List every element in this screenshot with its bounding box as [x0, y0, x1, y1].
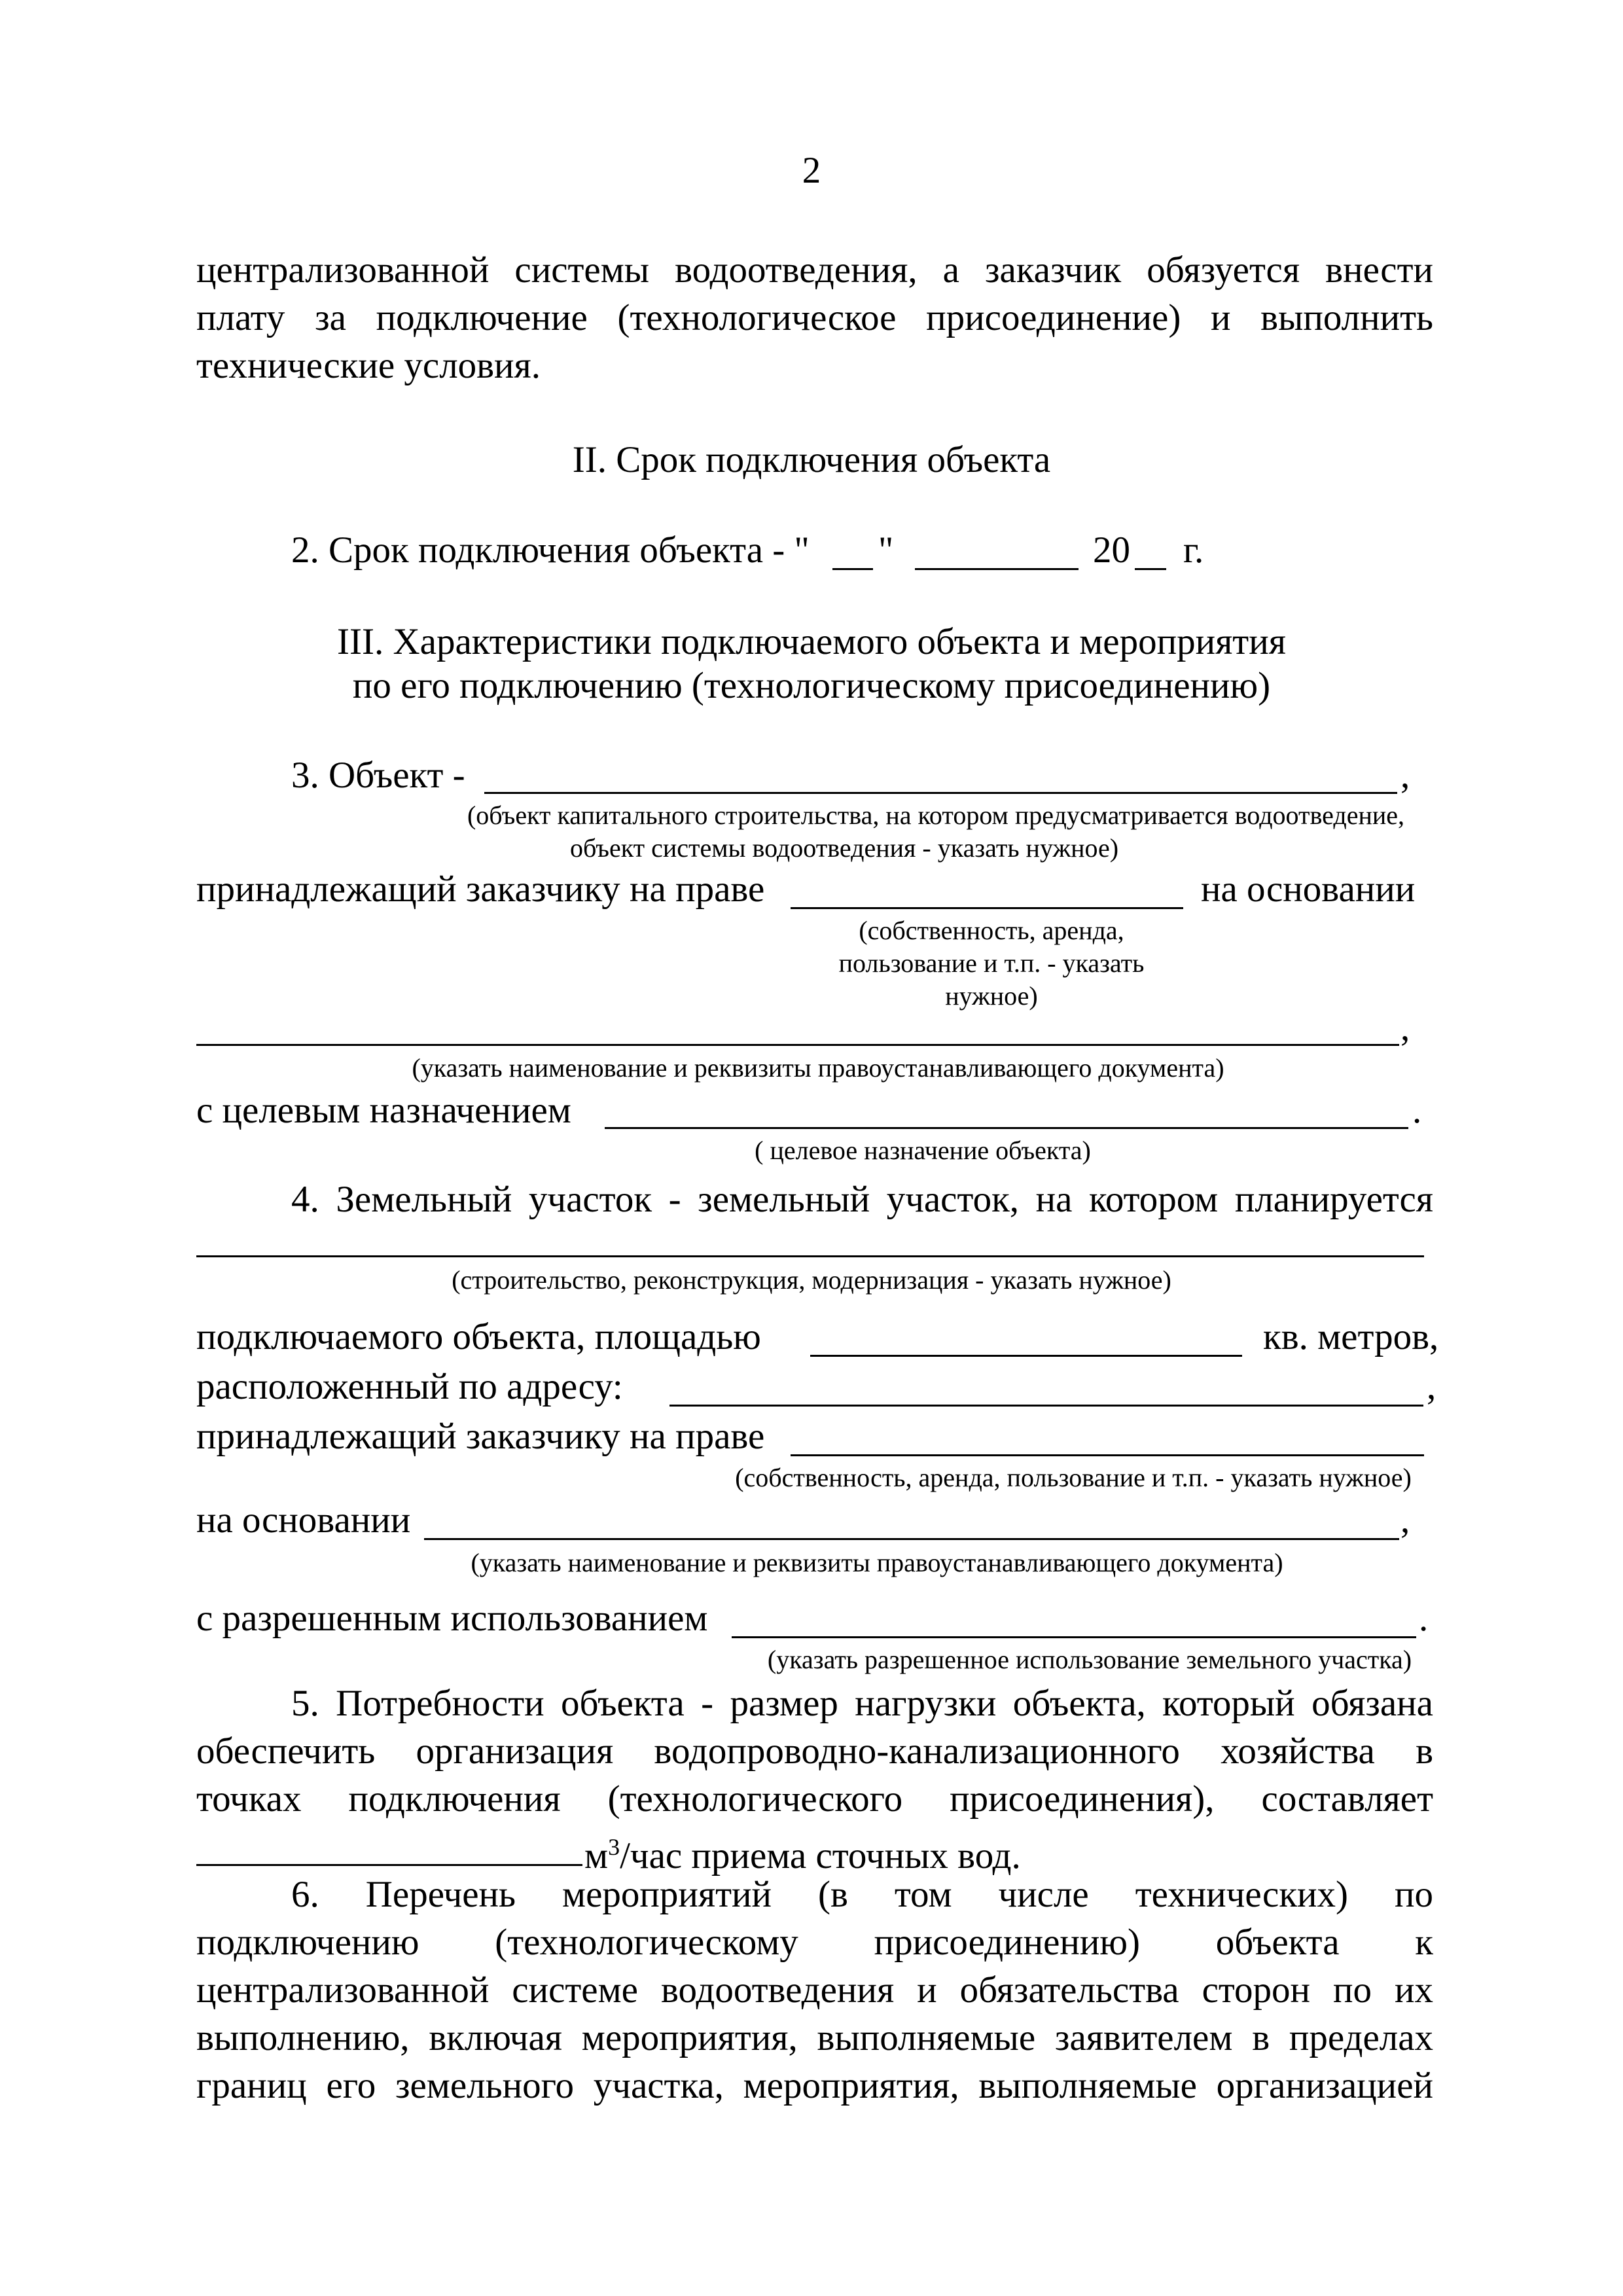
quote-close: " [878, 529, 894, 571]
construction-blank-line [196, 1255, 1424, 1257]
item-5-unit [584, 1825, 1021, 1878]
item-6-line-1: 6. Перечень мероприятий (в том числе технических) по [291, 1874, 1433, 1915]
item-3-owned-label: принадлежащий заказчику на праве [196, 869, 765, 910]
item-4-address-label: расположенный по адресу: [196, 1366, 623, 1407]
item-4-basis-label: на основании [196, 1499, 411, 1541]
hint-object-line-1: (объект капитального строительства, на котором предусматривается водоотведение, [467, 800, 1405, 830]
item-4-owned-label: принадлежащий заказчику на праве [196, 1416, 765, 1457]
item-3-comma: , [1400, 755, 1410, 796]
purpose-blank-line [605, 1127, 1408, 1129]
item-4-area-label: подключаемого объекта, площадью [196, 1316, 761, 1357]
item-6-line-4: выполнению, включая мероприятия, выполняемые заявителем в пределах [196, 2017, 1433, 2058]
item-4-period: . [1419, 1598, 1429, 1639]
unit-m: м [584, 1835, 609, 1876]
year-prefix: 20 [1093, 529, 1130, 571]
unit-rest: /час приема сточных вод. [620, 1835, 1021, 1876]
item-6-line-3: централизованной системе водоотведения и обязательства сторон по их [196, 1969, 1433, 2011]
section-2-heading: II. Срок подключения объекта [572, 439, 1051, 480]
year-blank-line [1135, 568, 1166, 570]
item-4-line-1: 4. Земельный участок - земельный участок, на котором планируется [291, 1179, 1433, 1220]
item-3-purpose-label: с целевым назначением [196, 1090, 571, 1131]
section-3-heading-line-1: III. Характеристики подключаемого объекта и мероприятия [337, 621, 1286, 662]
intro-line-1: централизованной системы водоотведения, а заказчик обязуется внести [196, 249, 1433, 291]
year-suffix: г. [1183, 529, 1204, 571]
object-blank-line [484, 792, 1397, 794]
item-3-object-label: 3. Объект - [291, 755, 465, 796]
intro-line-2: плату за подключение (технологическое присоединение) и выполнить [196, 297, 1433, 338]
permitted-blank-line [732, 1636, 1416, 1638]
hint-document: (указать наименование и реквизиты правоустанавливающего документа) [412, 1053, 1224, 1083]
right-blank-line [791, 907, 1183, 909]
section-3-heading-line-2: по его подключению (технологическому присоединению) [352, 665, 1271, 706]
page-number: 2 [802, 150, 821, 191]
hint-permitted: (указать разрешенное использование земельного участка) [767, 1645, 1412, 1674]
load-blank-line [196, 1864, 582, 1866]
hint-purpose: ( целевое назначение объекта) [755, 1136, 1091, 1165]
hint-right-line-3: нужное) [945, 981, 1038, 1011]
land-document-blank-line [424, 1538, 1399, 1540]
hint-land-document: (указать наименование и реквизиты правоустанавливающего документа) [471, 1548, 1283, 1577]
hint-object-line-2: объект системы водоотведения - указать нужное) [569, 833, 1119, 863]
item-2-text: 2. Срок подключения объекта - " [291, 529, 810, 571]
address-blank-line [669, 1405, 1423, 1407]
item-3-comma-2: , [1400, 1007, 1410, 1049]
area-blank-line [810, 1355, 1242, 1357]
item-4-permitted-label: с разрешенным использованием [196, 1598, 708, 1639]
item-6-line-5: границ его земельного участка, мероприятия, выполняемые организацией [196, 2065, 1433, 2106]
intro-line-3: технические условия. [196, 345, 541, 386]
item-3-basis-label: на основании [1201, 869, 1416, 910]
item-6-line-2: подключению (технологическому присоединению) объекта к [196, 1922, 1433, 1963]
item-5-line-3: точках подключения (технологического присоединения), составляет [196, 1778, 1433, 1820]
unit-exponent: 3 [608, 1834, 620, 1860]
hint-land-right: (собственность, аренда, пользование и т.п. - указать нужное) [735, 1463, 1412, 1492]
item-4-comma: , [1427, 1366, 1436, 1407]
hint-construction: (строительство, реконструкция, модернизация - указать нужное) [452, 1265, 1171, 1295]
month-blank-line [915, 568, 1079, 570]
document-blank-line [196, 1044, 1399, 1046]
item-3-period: . [1412, 1090, 1422, 1131]
item-5-line-1: 5. Потребности объекта - размер нагрузки объекта, который обязана [291, 1683, 1433, 1724]
item-4-area-unit: кв. метров, [1263, 1316, 1439, 1357]
item-4-comma-2: , [1400, 1499, 1410, 1541]
hint-right-line-1: (собственность, аренда, [859, 916, 1124, 945]
day-blank-line [832, 568, 873, 570]
land-right-blank-line [791, 1454, 1424, 1456]
item-5-line-2: обеспечить организация водопроводно-канализационного хозяйства в [196, 1731, 1433, 1772]
hint-right-line-2: пользование и т.п. - указать [838, 948, 1145, 978]
